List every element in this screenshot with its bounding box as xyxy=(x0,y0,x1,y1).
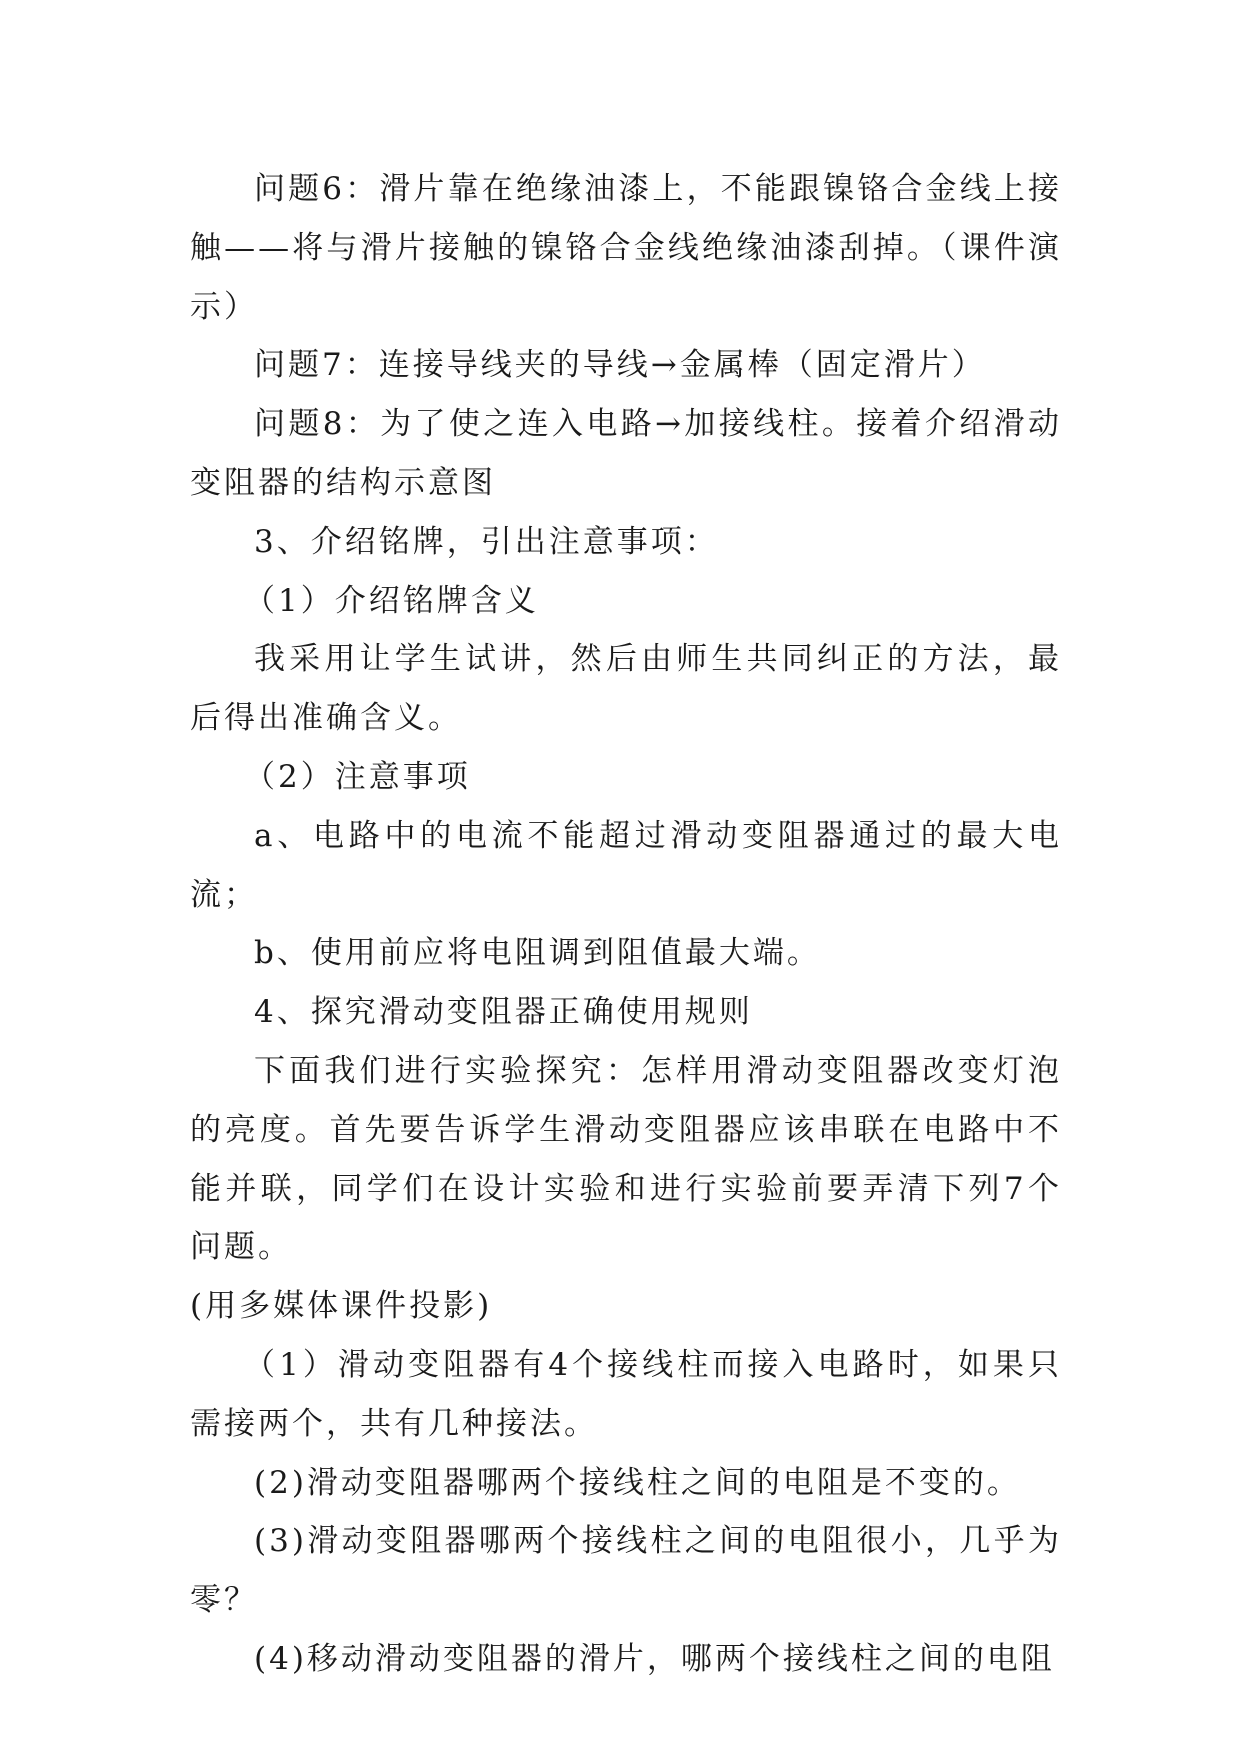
section-heading-usage-rules: 4、探究滑动变阻器正确使用规则 xyxy=(254,994,753,1031)
question-item-3: (3)滑动变阻器哪两个接线柱之间的电阻很小，几乎为零？ xyxy=(190,1523,1062,1619)
paragraph-question-7: 问题7：连接导线夹的导线→金属棒（固定滑片） xyxy=(254,347,986,384)
section-heading-nameplate: 3、介绍铭牌，引出注意事项： xyxy=(254,523,719,560)
question-item-1: （1）滑动变阻器有4个接线柱而接入电路时，如果只需接两个，共有几种接法。 xyxy=(190,1346,1062,1442)
paragraph-question-8: 问题8：为了使之连入电路→加接线柱。接着介绍滑动变阻器的结构示意图 xyxy=(190,406,1062,501)
paragraph-teaching-method: 我采用让学生试讲，然后由师生共同纠正的方法，最后得出准确含义。 xyxy=(190,641,1062,737)
precaution-item-b: b、使用前应将电阻调到阻值最大端。 xyxy=(254,935,821,972)
paragraph-question-6: 问题6：滑片靠在绝缘油漆上，不能跟镍铬合金线上接触——将与滑片接触的镍铬合金线绝缘油漆刮掉。（课件演示） xyxy=(190,171,1062,325)
question-item-2: (2)滑动变阻器哪两个接线柱之间的电阻是不变的。 xyxy=(254,1464,1021,1501)
document-body xyxy=(190,160,1062,1689)
paragraph-multimedia-note: (用多媒体课件投影) xyxy=(190,1288,493,1325)
subheading-precautions: （2）注意事项 xyxy=(244,758,471,795)
question-item-4: (4)移动滑动变阻器的滑片，哪两个接线柱之间的电阻 xyxy=(254,1640,1055,1677)
subheading-nameplate-meaning: （1）介绍铭牌含义 xyxy=(244,582,539,619)
precaution-item-a: a、电路中的电流不能超过滑动变阻器通过的最大电流； xyxy=(190,817,1062,913)
paragraph-experiment-intro: 下面我们进行实验探究：怎样用滑动变阻器改变灯泡的亮度。首先要告诉学生滑动变阻器应该串联在电路中不能并联，同学们在设计实验和进行实验前要弄清下列7个问题。 xyxy=(190,1052,1062,1266)
